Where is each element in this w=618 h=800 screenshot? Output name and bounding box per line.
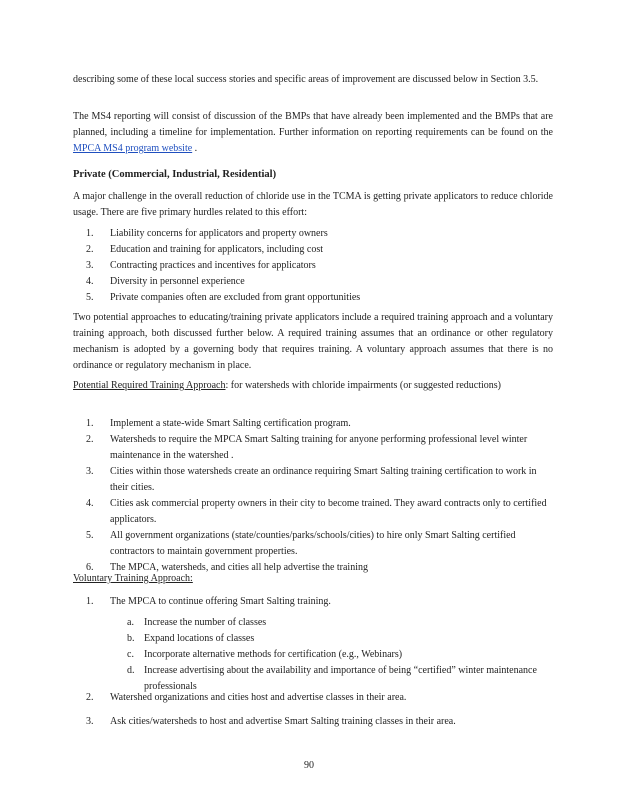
intro-paragraph	[73, 72, 553, 88]
hurdles-list	[73, 226, 553, 306]
list-item: 4. Cities ask commercial property owners in their city to become trained. They award contracts only to certified applicators.	[86, 498, 547, 525]
list-item: 2. Education and training for applicators, including cost	[86, 244, 323, 255]
page-number: 90	[304, 760, 314, 771]
list-item: 1. The MPCA to continue offering Smart Salting training.	[86, 596, 331, 607]
voluntary-item-3	[73, 714, 553, 730]
list-item: 3. Cities within those watersheds create an ordinance requiring Smart Salting training certification to work in their cities.	[86, 466, 537, 493]
voluntary-subitems-list	[73, 615, 553, 695]
required-approach-label: Potential Required Training Approach	[73, 380, 226, 391]
required-items-list	[73, 416, 553, 576]
list-item: 6. The MPCA, watersheds, and cities all help advertise the training	[86, 562, 368, 573]
list-item: 2. Watershed organizations and cities host and advertise classes in their area.	[86, 692, 407, 703]
list-item: 5. All government organizations (state/counties/parks/schools/cities) to hire only Smart Salting certified contractors to maintain government properties.	[86, 530, 516, 557]
ms4-text: The MS4 reporting will consist of discussion of the BMPs that have already been implemented and the BMPs that are planned, including a timeline for implementation. Further information on reporting requirements can be found on the	[73, 111, 553, 138]
list-item: 1. Liability concerns for applicators and property owners	[86, 228, 328, 239]
ms4-program-link[interactable]: MPCA MS4 program website	[73, 143, 193, 154]
list-item: 2. Watersheds to require the MPCA Smart Salting training for anyone performing professional level winter maintenance in the watershed .	[86, 434, 528, 461]
required-approach-heading	[73, 378, 553, 394]
list-item: 4. Diversity in personnel experience	[86, 276, 245, 287]
approaches-paragraph: Two potential approaches to educating/training private applicators include a required training approach and a voluntary training approach, both discussed further below. A required training assumes that an ordinance or other regulatory mechanism is adopted by a governing body that requires training. A voluntary approach assumes that there is no ordinance or regulatory mechanism in place.	[73, 312, 553, 371]
list-item: 1. Implement a state-wide Smart Salting certification program.	[86, 418, 351, 429]
list-item: 3. Ask cities/watersheds to host and advertise Smart Salting training classes in their area.	[86, 716, 456, 727]
voluntary-approach-heading: Voluntary Training Approach:	[73, 573, 193, 584]
private-section-heading: Private (Commercial, Industrial, Residential)	[73, 169, 277, 180]
list-item: d. Increase advertising about the availability and importance of being “certified” winter maintenance professionals	[127, 665, 537, 692]
list-item: a. Increase the number of classes	[127, 617, 267, 628]
voluntary-list	[73, 594, 553, 610]
private-intro-paragraph: A major challenge in the overall reduction of chloride use in the TCMA is getting private applicators to reduce chloride usage. There are five primary hurdles related to this effort:	[73, 191, 553, 218]
required-approach-desc: : for watersheds with chloride impairments (or suggested reductions)	[225, 380, 501, 391]
ms4-paragraph	[73, 109, 553, 157]
ms4-end-text: .	[192, 143, 198, 154]
voluntary-item-2	[73, 690, 553, 706]
list-item: b. Expand locations of classes	[127, 633, 255, 644]
list-item: 5. Private companies often are excluded from grant opportunities	[86, 292, 361, 303]
list-item: c. Incorporate alternative methods for certification (e.g., Webinars)	[127, 649, 403, 660]
list-item: 3. Contracting practices and incentives for applicators	[86, 260, 316, 271]
intro-text: describing some of these local success stories and specific areas of improvement are discussed below in Section 3.5.	[73, 74, 539, 85]
